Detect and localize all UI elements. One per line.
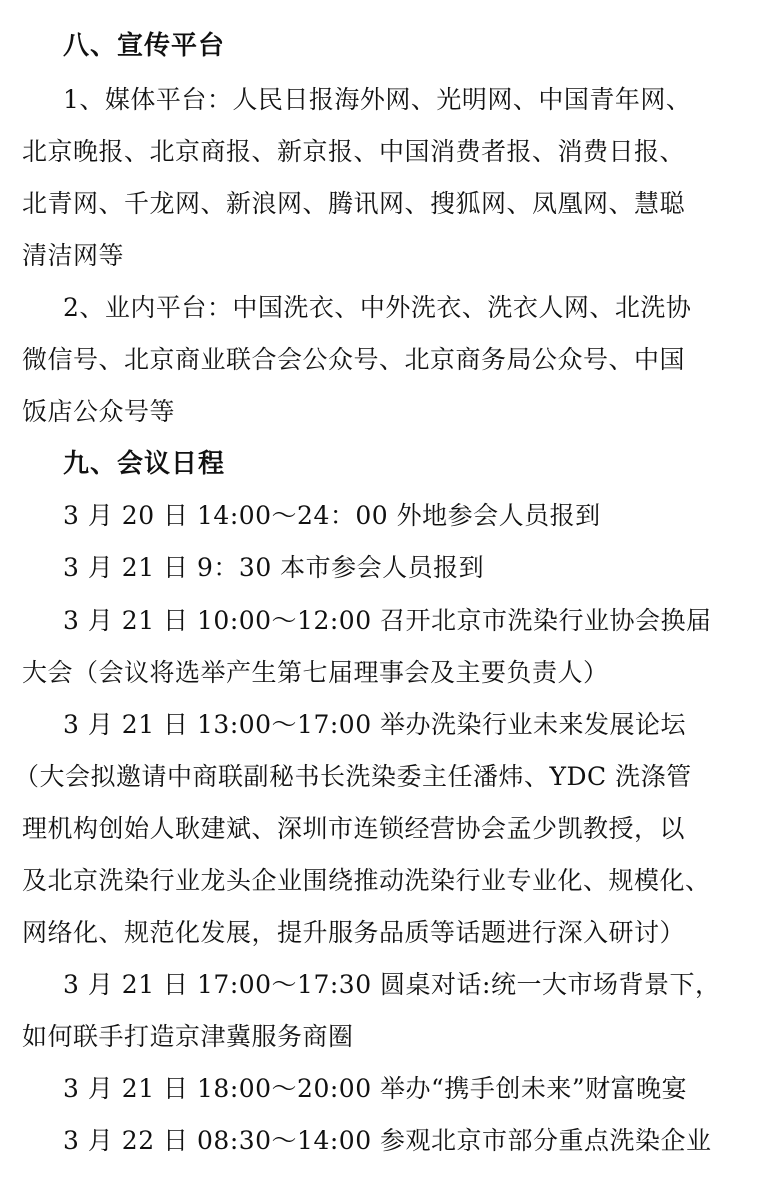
schedule-line: 及北京洗染行业龙头企业围绕推动洗染行业专业化、规模化、 — [22, 866, 711, 895]
media-platform-line-1: 1、媒体平台：人民日报海外网、光明网、中国青年网、 — [63, 85, 692, 114]
section-heading-meeting-schedule: 九、会议日程 — [63, 449, 226, 479]
industry-platform-line-2: 微信号、北京商业联合会公众号、北京商务局公众号、中国 — [22, 345, 686, 374]
industry-platform-line-1: 2、业内平台：中国洗衣、中外洗衣、洗衣人网、北洗协 — [63, 293, 692, 322]
schedule-line: 网络化、规范化发展，提升服务品质等话题进行深入研讨） — [22, 918, 686, 947]
schedule-line: 大会（会议将选举产生第七届理事会及主要负责人） — [22, 658, 609, 687]
section-heading-publicity-platform: 八、宣传平台 — [63, 31, 226, 61]
schedule-line: 3 月 21 日 10:00～12:00 召开北京市洗染行业协会换届 — [63, 606, 712, 635]
media-platform-line-3: 北青网、千龙网、新浪网、腾讯网、搜狐网、凤凰网、慧聪 — [22, 189, 686, 218]
schedule-line: （大会拟邀请中商联副秘书长洗染委主任潘炜、YDC 洗涤管 — [14, 762, 692, 791]
media-platform-line-2: 北京晚报、北京商报、新京报、中国消费者报、消费日报、 — [22, 137, 686, 166]
schedule-line: 3 月 20 日 14:00～24：00 外地参会人员报到 — [63, 501, 601, 530]
industry-platform-line-3: 饭店公众号等 — [22, 397, 176, 426]
schedule-line: 3 月 21 日 18:00～20:00 举办“携手创未来”财富晚宴 — [63, 1074, 688, 1103]
schedule-line: 3 月 21 日 17:00～17:30 圆桌对话:统一大市场背景下， — [63, 970, 721, 999]
schedule-line: 3 月 21 日 13:00～17:00 举办洗染行业未来发展论坛 — [63, 710, 687, 739]
schedule-line: 3 月 21 日 9：30 本市参会人员报到 — [63, 553, 485, 582]
schedule-line: 理机构创始人耿建斌、深圳市连锁经营协会孟少凯教授，以 — [22, 814, 686, 843]
schedule-line: 如何联手打造京津冀服务商圈 — [22, 1022, 354, 1051]
media-platform-line-4: 清洁网等 — [22, 241, 125, 270]
schedule-line: 3 月 22 日 08:30～14:00 参观北京市部分重点洗染企业 — [63, 1126, 712, 1155]
